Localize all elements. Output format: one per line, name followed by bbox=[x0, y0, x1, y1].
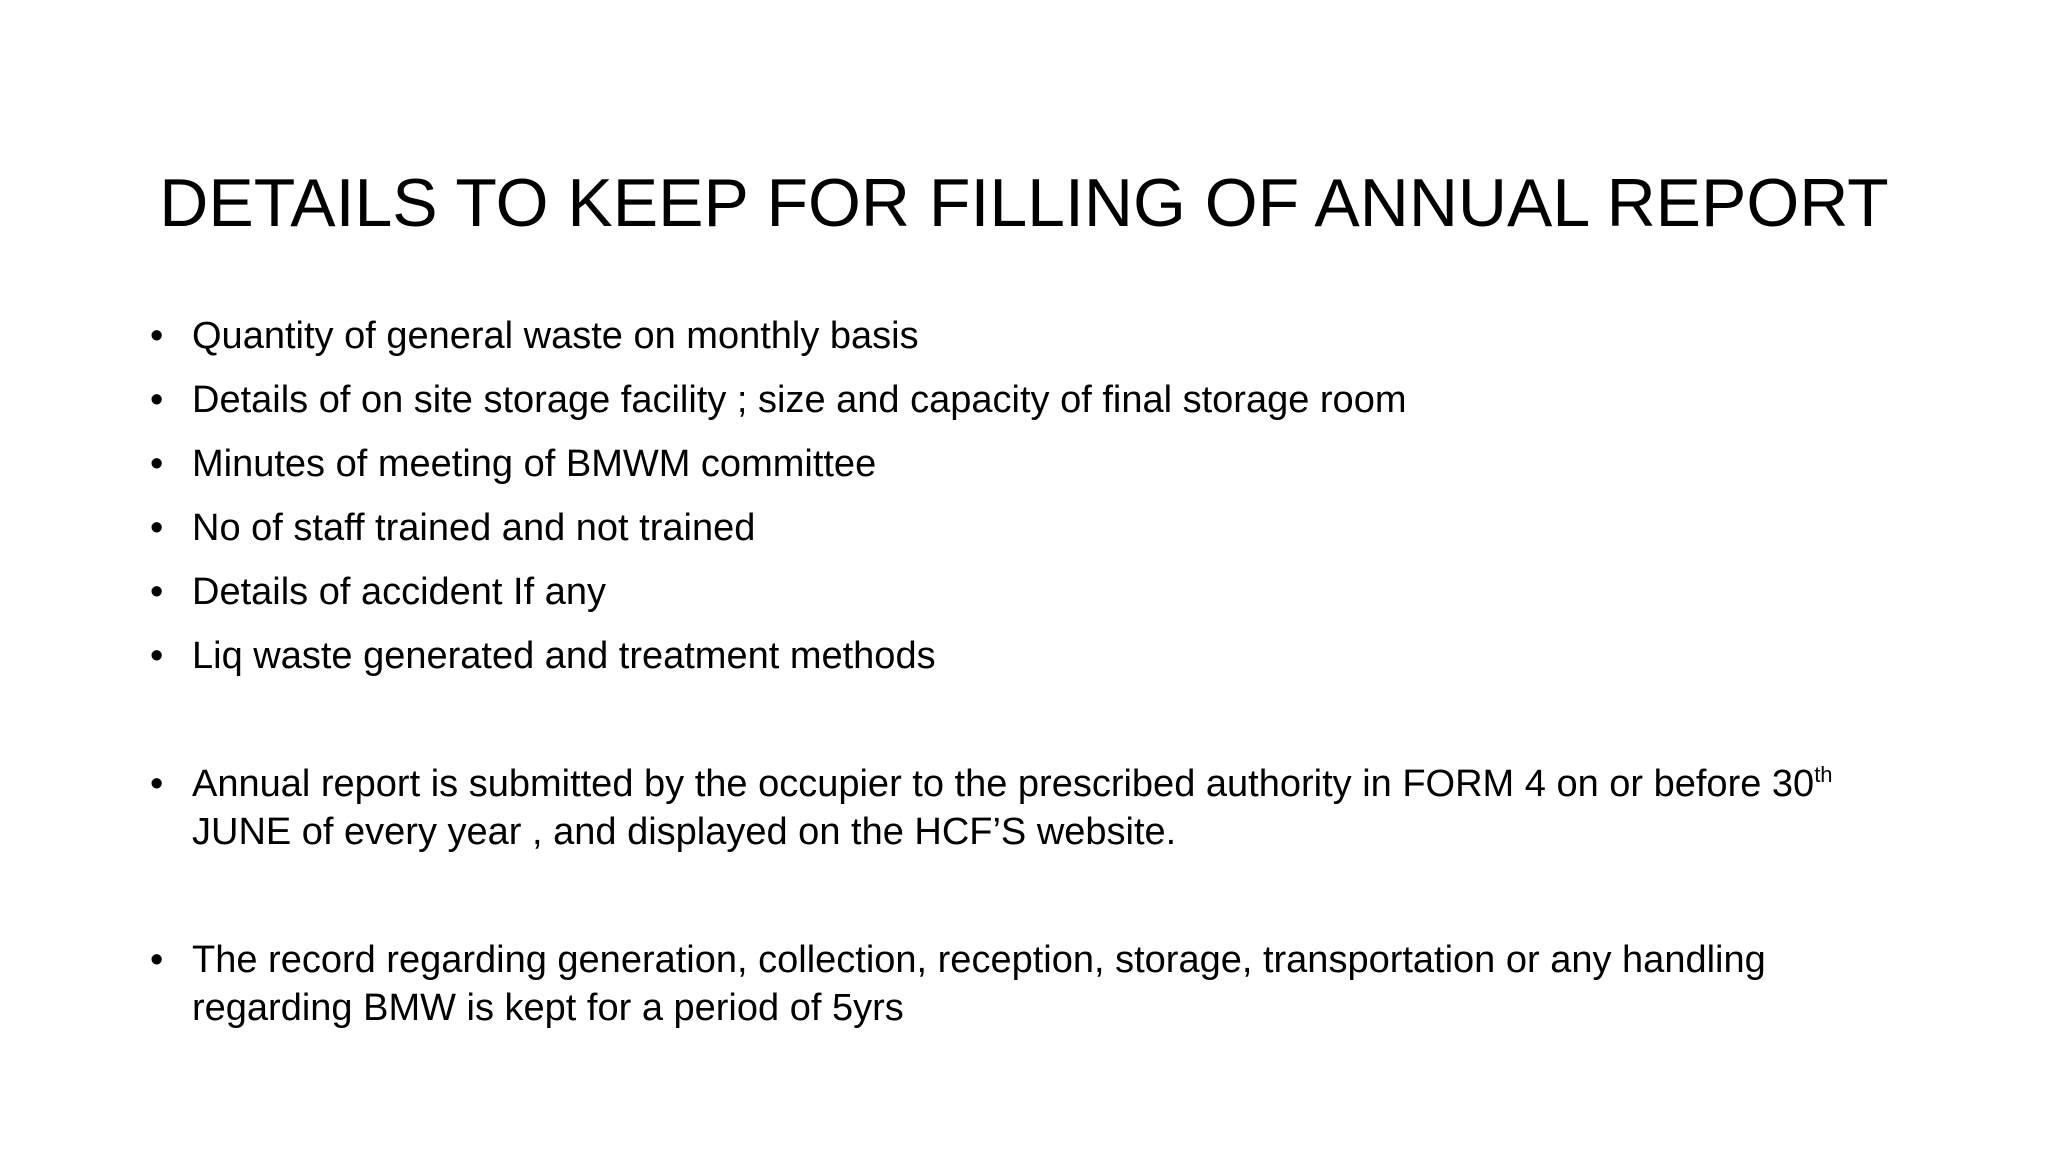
bullet-dot-icon: • bbox=[150, 443, 164, 485]
annual-report-note bbox=[150, 760, 1910, 856]
bullet-dot-icon: • bbox=[150, 571, 164, 613]
annual-report-text bbox=[192, 763, 1833, 853]
bullet-text: No of staff trained and not trained bbox=[192, 507, 756, 549]
list-item bbox=[150, 312, 1910, 360]
list-item bbox=[150, 568, 1910, 616]
record-note-text: The record regarding generation, collection, reception, storage, transportation or any handling regarding BMW is kept for a period of 5yrs bbox=[192, 939, 1766, 1029]
list-item bbox=[150, 440, 1910, 488]
bullet-text: Quantity of general waste on monthly basis bbox=[192, 315, 919, 357]
bullet-dot-icon: • bbox=[150, 635, 164, 677]
list-item bbox=[150, 504, 1910, 552]
slide-title: DETAILS TO KEEP FOR FILLING OF ANNUAL REPORT bbox=[159, 165, 1889, 241]
bullet-text: Details of accident If any bbox=[192, 571, 606, 613]
annual-report-text-part2: JUNE of every year , and displayed on the HCF’S website. bbox=[192, 811, 1177, 853]
bullet-dot-icon: • bbox=[150, 315, 164, 357]
list-item bbox=[150, 632, 1910, 680]
bullet-text: Details of on site storage facility ; size and capacity of final storage room bbox=[192, 379, 1407, 421]
annual-report-text-part1: Annual report is submitted by the occupier to the prescribed authority in FORM 4 on or before 30 bbox=[192, 763, 1815, 805]
list-item bbox=[150, 376, 1910, 424]
bullet-dot-icon: • bbox=[150, 939, 164, 981]
record-note bbox=[150, 936, 1910, 1032]
bullet-list bbox=[150, 312, 1910, 1048]
bullet-dot-icon: • bbox=[150, 763, 164, 805]
bullet-dot-icon: • bbox=[150, 379, 164, 421]
bullet-text: Liq waste generated and treatment methods bbox=[192, 635, 936, 677]
bullet-text: Minutes of meeting of BMWM committee bbox=[192, 443, 877, 485]
bullet-dot-icon: • bbox=[150, 507, 164, 549]
ordinal-suffix: th bbox=[1814, 762, 1833, 787]
